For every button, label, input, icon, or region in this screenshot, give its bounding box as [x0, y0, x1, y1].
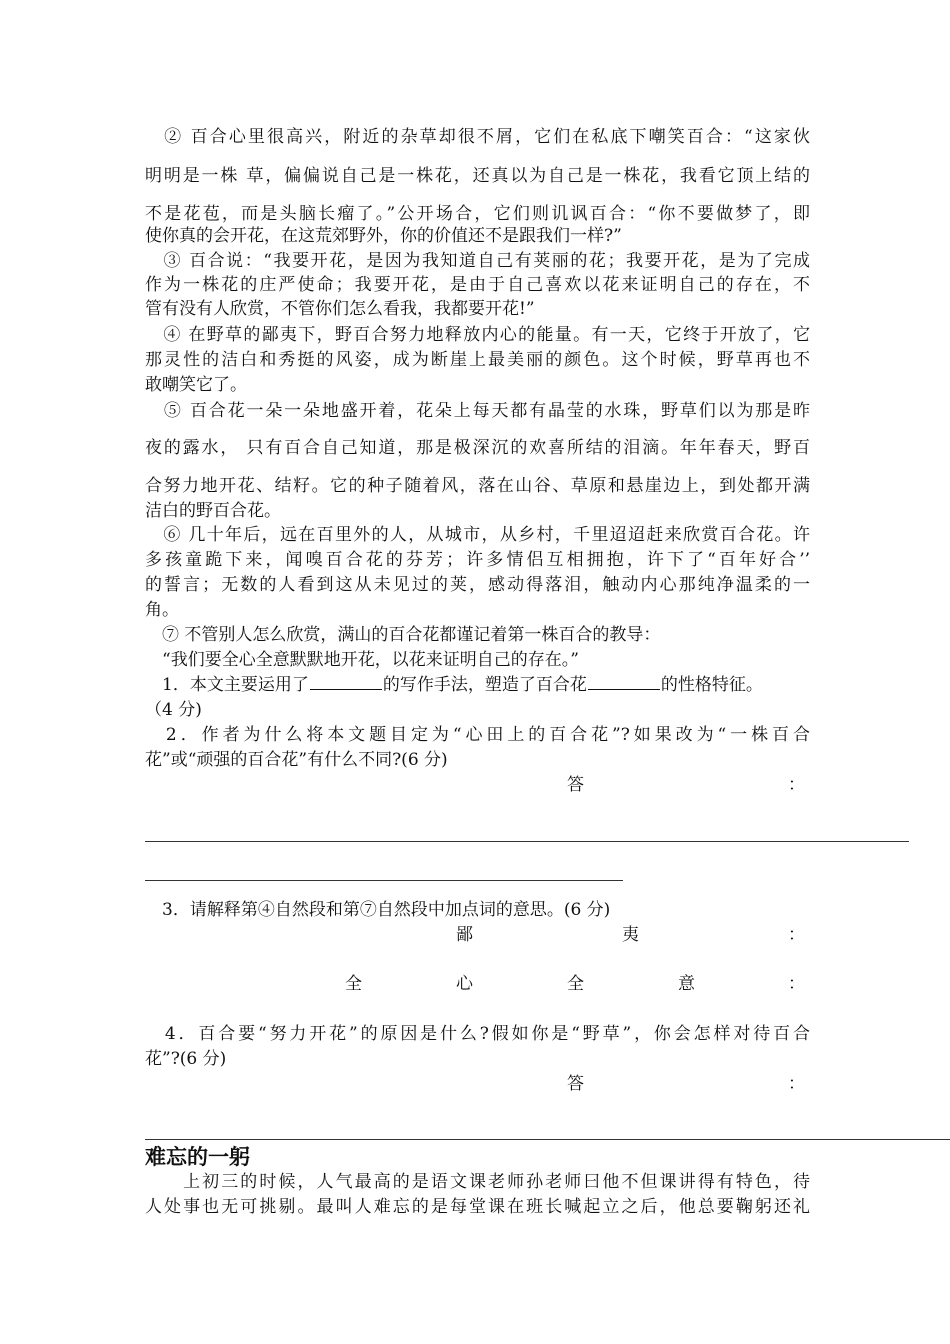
answer-line-1[interactable] — [145, 841, 909, 842]
word-xin: 心 — [456, 974, 473, 994]
article-title: 难忘的一躬 — [145, 1145, 250, 1169]
question-1-score: （4 分) — [145, 700, 202, 720]
answer-line-2[interactable] — [145, 880, 623, 881]
paragraph-5-line-3: 合努力地开花、结籽。它的种子随着风，落在山谷、草原和悬崖边上，到处都开满 — [145, 476, 810, 496]
paragraph-5-line-2: 夜的露水， 只有百合自己知道，那是极深沉的欢喜所结的泪滴。年年春天，野百 — [145, 438, 810, 458]
paragraph-3-line-3: 管有没有人欣赏，不管你们怎么看我，我都要开花!” — [145, 299, 535, 319]
paragraph-2-line-3: 不是花苞，而是头脑长瘤了。”公开场合，它们则讥讽百合：“你不要做梦了，即 — [145, 204, 810, 224]
article-line-1: 上初三的时候，人气最高的是语文课老师孙老师曰他不但课讲得有特色，待 — [145, 1172, 810, 1192]
word-yi-2: 意 — [678, 974, 695, 994]
question-3: 3．请解释第④自然段和第⑦自然段中加点词的意思。(6 分) — [145, 900, 611, 920]
question-2-line-2: 花”或“顽强的百合花”有什么不同?(6 分) — [145, 750, 448, 770]
answer-blank-1[interactable] — [310, 674, 382, 690]
question-1-part-1: 1．本文主要运用了 — [145, 675, 309, 695]
question-4-line-1: 4．百合要“努力开花”的原因是什么?假如你是“野草”，你会怎样对待百合 — [145, 1024, 810, 1044]
paragraph-4-line-1: ④ 在野草的鄙夷下，野百合努力地释放内心的能量。有一天，它终于开放了，它 — [145, 325, 810, 345]
question-1 — [145, 674, 810, 696]
paragraph-6-line-1: ⑥ 几十年后，远在百里外的人，从城市，从乡村，千里迢迢赶来欣赏百合花。许 — [145, 525, 810, 545]
word-quan-1: 全 — [345, 974, 362, 994]
paragraph-5-line-1: ⑤ 百合花一朵一朵地盛开着，花朵上每天都有晶莹的水珠，野草们以为那是昨 — [145, 401, 810, 421]
question-2-line-1: 2．作者为什么将本文题目定为“心田上的百合花”?如果改为“一株百合 — [145, 725, 810, 745]
paragraph-4-line-2: 那灵性的洁白和秀挺的风姿，成为断崖上最美丽的颜色。这个时候，野草再也不 — [145, 350, 810, 370]
answer-label: 答 — [567, 775, 584, 795]
answer-colon: ： — [788, 775, 805, 795]
paragraph-2-line-1: ② 百合心里很高兴，附近的杂草却很不屑，它们在私底下嘲笑百合：“这家伙 — [145, 127, 810, 147]
paragraph-3-line-2: 作为一株花的庄严使命；我要开花，是由于自己喜欢以花来证明自己的存在，不 — [145, 275, 810, 295]
paragraph-4-line-3: 敢嘲笑它了。 — [145, 375, 247, 395]
paragraph-6-line-2: 多孩童跪下来，闻嗅百合花的芬芳；许多情侣互相拥抱，许下了“百年好合’’ — [145, 550, 810, 570]
question-4-line-2: 花”?(6 分) — [145, 1049, 227, 1069]
paragraph-6-line-4: 角。 — [145, 600, 179, 620]
paragraph-7-line-1: ⑦ 不管别人怎么欣赏，满山的百合花都谨记着第一株百合的教导： — [145, 625, 661, 645]
paragraph-6-line-3: 的誓言；无数的人看到这从未见过的荚，感动得落泪，触动内心那纯净温柔的一 — [145, 575, 810, 595]
word-biyi-colon: ： — [788, 925, 805, 945]
word-yi: 夷 — [622, 925, 639, 945]
answer-colon-2: ： — [788, 1074, 805, 1094]
paragraph-3-line-1: ③ 百合说：“我要开花，是因为我知道自己有荚丽的花；我要开花，是为了完成 — [145, 251, 810, 271]
paragraph-2-line-4: 使你真的会开花，在这荒郊野外，你的价值还不是跟我们一样?” — [145, 226, 622, 246]
paragraph-5-line-4: 洁白的野百合花。 — [145, 501, 281, 521]
answer-blank-2[interactable] — [588, 674, 660, 690]
paragraph-7-line-2: “我们要全心全意默默地开花，以花来证明自己的存在。” — [145, 650, 579, 670]
word-bi: 鄙 — [456, 925, 473, 945]
question-1-part-3: 的性格特征。 — [660, 675, 763, 695]
question-1-part-2: 的写作手法，塑造了百合花 — [382, 675, 587, 695]
word-quan-2: 全 — [567, 974, 584, 994]
article-line-2: 人处事也无可挑剔。最叫人难忘的是每堂课在班长喊起立之后，他总要鞠躬还礼 — [145, 1197, 810, 1217]
paragraph-2-line-2: 明明是一株 草，偏偏说自己是一株花，还真以为自己是一株花，我看它顶上结的 — [145, 166, 810, 186]
answer-label-2: 答 — [567, 1074, 584, 1094]
word-quanxin-colon: ： — [788, 974, 805, 994]
answer-line-3[interactable] — [145, 1139, 950, 1140]
